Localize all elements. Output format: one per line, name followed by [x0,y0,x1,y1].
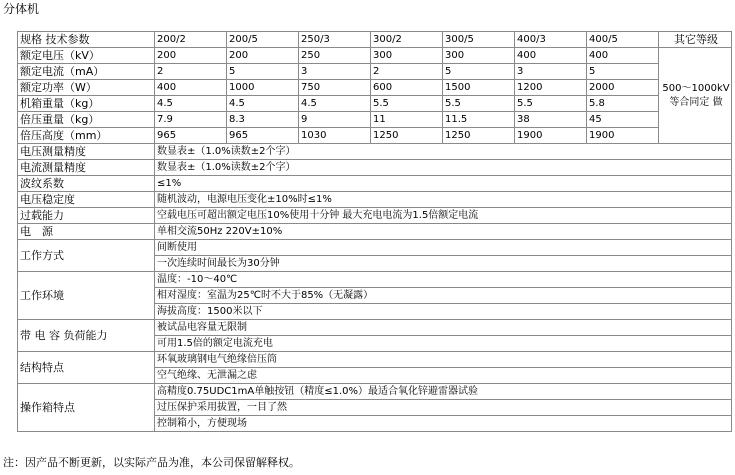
value-cell: 400 [587,48,659,64]
value-cell: 1200 [515,80,587,96]
spec-value: 相对湿度：室温为25℃时不大于85%（无凝露） [155,288,732,304]
value-cell: 600 [371,80,443,96]
value-cell: 5.5 [515,96,587,112]
value-cell: 1250 [443,128,515,144]
header-model-cell: 250/3 [299,32,371,48]
spec-label: 过载能力 [18,208,155,224]
model-spec-row [18,48,732,64]
value-cell: 5.8 [587,96,659,112]
row-label: 额定功率（W） [18,80,155,96]
spec-label: 波纹系数 [18,176,155,192]
general-spec-row [18,224,732,240]
value-cell: 200 [155,48,227,64]
spec-value: 一次连续时间最长为30分钟 [155,256,732,272]
header-model-cell: 200/5 [227,32,299,48]
value-cell: 8.3 [227,112,299,128]
value-cell: 5 [443,64,515,80]
value-cell: 1500 [443,80,515,96]
spec-label: 电压稳定度 [18,192,155,208]
value-cell: 11 [371,112,443,128]
table-header-row [18,32,732,48]
value-cell: 5 [587,64,659,80]
spec-value: 空载电压可超出额定电压10%使用十分钟 最大充电电流为1.5倍额定电流 [155,208,732,224]
value-cell: 1250 [371,128,443,144]
value-cell: 5.5 [371,96,443,112]
value-cell: 4.5 [227,96,299,112]
general-spec-row [18,272,732,288]
value-cell: 1900 [515,128,587,144]
spec-value: 控制箱小，方便现场 [155,416,732,432]
value-cell: 3 [299,64,371,80]
spec-label: 电流测量精度 [18,160,155,176]
model-spec-row [18,112,732,128]
general-spec-row [18,192,732,208]
spec-label: 工作方式 [18,240,155,272]
spec-value: 数显表±（1.0%读数±2个字） [155,160,732,176]
spec-value: 随机波动，电源电压变化±10%时≤1% [155,192,732,208]
value-cell: 38 [515,112,587,128]
spec-value: 高精度0.75UDC1mA单触按钮（精度≤1.0%）最适合氧化锌避雷器试验 [155,384,732,400]
spec-value: 可用1.5倍的额定电流充电 [155,336,732,352]
value-cell: 2 [371,64,443,80]
header-model-cell: 400/3 [515,32,587,48]
general-spec-row [18,320,732,336]
model-spec-row [18,96,732,112]
general-spec-row [18,160,732,176]
model-spec-row [18,64,732,80]
value-cell: 45 [587,112,659,128]
other-levels-cell: 500～1000kV 等合同定 做 [659,48,732,144]
value-cell: 2 [155,64,227,80]
spec-label: 带 电 容 负荷能力 [18,320,155,352]
general-spec-row [18,352,732,368]
general-spec-row [18,208,732,224]
row-label: 倍压高度（mm） [18,128,155,144]
spec-label: 操作箱特点 [18,384,155,432]
spec-value: ≤1% [155,176,732,192]
general-spec-row [18,384,732,400]
header-model-cell: 300/5 [443,32,515,48]
value-cell: 7.9 [155,112,227,128]
value-cell: 1030 [299,128,371,144]
header-model-cell: 200/2 [155,32,227,48]
value-cell: 1000 [227,80,299,96]
value-cell: 400 [155,80,227,96]
page-title: 分体机 [3,2,40,16]
spec-value: 单相交流50Hz 220V±10% [155,224,732,240]
spec-label: 结构特点 [18,352,155,384]
value-cell: 250 [299,48,371,64]
value-cell: 300 [443,48,515,64]
model-spec-row [18,80,732,96]
value-cell: 2000 [587,80,659,96]
spec-value: 空气绝缘、无泄漏之虑 [155,368,732,384]
value-cell: 11.5 [443,112,515,128]
value-cell: 1900 [587,128,659,144]
value-cell: 5 [227,64,299,80]
spec-value: 过压保护采用拔置，一目了然 [155,400,732,416]
value-cell: 4.5 [155,96,227,112]
spec-label: 电 源 [18,224,155,240]
header-model-cell: 400/5 [587,32,659,48]
row-label: 倍压重量（kg） [18,112,155,128]
value-cell: 3 [515,64,587,80]
value-cell: 965 [155,128,227,144]
spec-value: 海拔高度：1500米以下 [155,304,732,320]
row-label: 额定电流（mA） [18,64,155,80]
spec-value: 间断使用 [155,240,732,256]
value-cell: 400 [515,48,587,64]
header-model-cell: 300/2 [371,32,443,48]
spec-value: 被试品电容量无限制 [155,320,732,336]
value-cell: 9 [299,112,371,128]
value-cell: 300 [371,48,443,64]
spec-value: 温度：-10～40℃ [155,272,732,288]
row-label: 额定电压（kV） [18,48,155,64]
spec-value: 环氧玻璃钢电气绝缘倍压筒 [155,352,732,368]
value-cell: 4.5 [299,96,371,112]
header-other-cell: 其它等级 [659,32,732,48]
general-spec-row [18,240,732,256]
value-cell: 200 [227,48,299,64]
value-cell: 5.5 [443,96,515,112]
spec-table [17,31,732,432]
general-spec-row [18,144,732,160]
model-spec-row [18,128,732,144]
value-cell: 965 [227,128,299,144]
spec-label: 工作环境 [18,272,155,320]
footnote: 注：因产品不断更新，以实际产品为准，本公司保留解释权。 [3,456,300,469]
spec-value: 数显表±（1.0%读数±2个字） [155,144,732,160]
spec-label: 电压测量精度 [18,144,155,160]
header-param-cell: 规格 技术参数 [18,32,155,48]
general-spec-row [18,176,732,192]
value-cell: 750 [299,80,371,96]
row-label: 机箱重量（kg） [18,96,155,112]
spec-table-body [18,32,732,432]
